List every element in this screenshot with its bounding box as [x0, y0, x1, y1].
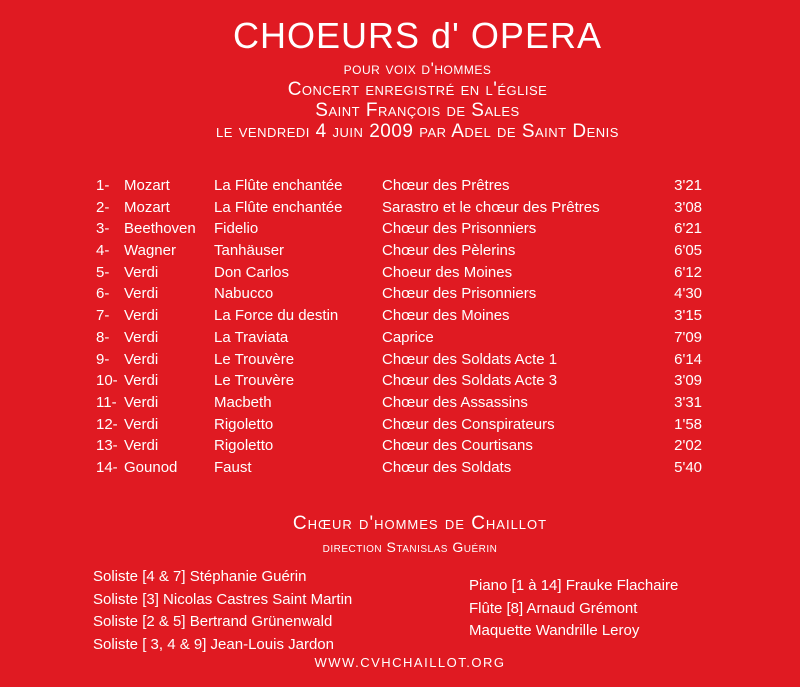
track-opera: Faust — [214, 458, 252, 476]
track-piece: Chœur des Soldats Acte 3 — [382, 372, 558, 390]
track-composer: Verdi — [124, 350, 159, 368]
track-row — [96, 414, 702, 436]
track-piece: Chœur des Prisonniers — [382, 220, 537, 238]
track-duration: 3'21 — [674, 177, 702, 194]
track-composer: Verdi — [124, 328, 159, 346]
track-duration: 3'08 — [674, 198, 702, 216]
track-row — [96, 218, 702, 240]
track-opera: La Flûte enchantée — [214, 198, 343, 216]
track-number: 10- — [96, 372, 118, 390]
track-row — [96, 283, 702, 305]
track-row — [96, 240, 702, 262]
track-duration: 1'58 — [674, 415, 702, 433]
album-title: CHOEURS d' OPERA — [233, 15, 602, 56]
track-row — [96, 327, 702, 349]
track-composer: Mozart — [124, 198, 170, 216]
track-duration: 2'02 — [674, 437, 702, 455]
track-composer: Verdi — [124, 437, 159, 455]
track-duration: 6'05 — [674, 242, 702, 260]
track-row — [96, 197, 702, 219]
track-row — [96, 175, 702, 197]
track-piece: Chœur des Pèlerins — [382, 242, 516, 260]
track-composer: Gounod — [124, 458, 178, 476]
track-row — [96, 349, 702, 371]
track-piece: Chœur des Moines — [382, 307, 510, 325]
track-composer: Wagner — [124, 242, 176, 260]
track-number: 9- — [96, 350, 110, 368]
track-composer: Verdi — [124, 393, 159, 411]
track-composer: Verdi — [124, 415, 159, 433]
track-piece: Chœur des Prisonniers — [382, 285, 537, 303]
track-piece: Chœur des Courtisans — [382, 437, 533, 455]
track-opera: Le Trouvère — [214, 350, 295, 368]
credit-flute: Flûte [8] Arnaud Grémont — [469, 599, 638, 617]
track-composer: Verdi — [124, 372, 159, 390]
subtitle-date: le vendredi 4 juin 2009 par Adel de Saint Denis — [216, 121, 619, 142]
choir-credits — [0, 512, 800, 558]
track-duration: 3'09 — [674, 372, 702, 390]
track-number: 8- — [96, 328, 110, 346]
choir-name: Chœur d'hommes de Chaillot — [292, 513, 548, 534]
choir-direction: direction Stanislas Guérin — [322, 539, 498, 555]
track-number: 7- — [96, 307, 110, 325]
track-opera: Macbeth — [214, 393, 272, 411]
website-url: WWW.CVHCHAILLOT.ORG — [314, 655, 506, 670]
track-opera: La Force du destin — [214, 307, 339, 325]
track-number: 6- — [96, 285, 110, 303]
track-duration: 7'09 — [674, 328, 702, 346]
subtitle-concert: Concert enregistré en l'église — [287, 79, 548, 100]
soloist-line: Soliste [3] Nicolas Castres Saint Martin — [93, 590, 353, 608]
track-opera: Nabucco — [214, 285, 274, 303]
track-piece: Chœur des Soldats — [382, 458, 512, 476]
track-opera: Don Carlos — [214, 263, 290, 281]
credit-design: Maquette Wandrille Leroy — [469, 622, 640, 639]
subtitle-voices: pour voix d'hommes — [343, 59, 492, 78]
track-duration: 3'15 — [674, 307, 702, 325]
track-piece: Sarastro et le chœur des Prêtres — [382, 198, 600, 216]
track-duration: 4'30 — [674, 285, 702, 303]
track-number: 1- — [96, 177, 110, 194]
track-number: 14- — [96, 458, 118, 476]
soloist-line: Soliste [4 & 7] Stéphanie Guérin — [93, 568, 307, 585]
track-number: 11- — [96, 393, 117, 411]
track-row — [96, 370, 702, 392]
track-piece: Caprice — [382, 328, 434, 346]
track-row — [96, 305, 702, 327]
track-row — [96, 457, 702, 479]
soloist-line: Soliste [ 3, 4 & 9] Jean-Louis Jardon — [93, 635, 334, 653]
track-piece: Choeur des Moines — [382, 263, 513, 281]
other-credits — [469, 575, 678, 643]
soloist-line: Soliste [2 & 5] Bertrand Grünenwald — [93, 613, 333, 630]
track-duration: 6'12 — [674, 263, 702, 281]
track-row — [96, 392, 702, 414]
track-composer: Mozart — [124, 177, 170, 194]
track-duration: 3'31 — [674, 393, 702, 411]
track-duration: 5'40 — [674, 458, 702, 476]
track-composer: Verdi — [124, 263, 159, 281]
track-number: 5- — [96, 263, 110, 281]
track-composer: Verdi — [124, 285, 159, 303]
track-row — [96, 435, 702, 457]
track-piece: Chœur des Assassins — [382, 393, 528, 411]
track-opera: Rigoletto — [214, 437, 274, 455]
track-piece: Chœur des Soldats Acte 1 — [382, 350, 558, 368]
track-opera: La Traviata — [214, 328, 289, 346]
track-list — [96, 175, 702, 479]
track-composer: Verdi — [124, 307, 159, 325]
track-composer: Beethoven — [124, 220, 196, 238]
track-duration: 6'14 — [674, 350, 702, 368]
track-opera: Fidelio — [214, 220, 259, 238]
subtitle-church: Saint François de Sales — [315, 100, 520, 121]
header — [0, 14, 800, 142]
track-number: 4- — [96, 242, 110, 260]
track-duration: 6'21 — [674, 220, 702, 238]
track-piece: Chœur des Prêtres — [382, 177, 510, 194]
track-opera: Tanhäuser — [214, 242, 285, 260]
track-number: 12- — [96, 415, 118, 433]
track-opera: Rigoletto — [214, 415, 274, 433]
credit-piano: Piano [1 à 14] Frauke Flachaire — [469, 577, 679, 594]
track-opera: Le Trouvère — [214, 372, 295, 390]
track-row — [96, 262, 702, 284]
track-number: 3- — [96, 220, 110, 238]
track-opera: La Flûte enchantée — [214, 177, 343, 194]
track-number: 13- — [96, 437, 118, 455]
track-piece: Chœur des Conspirateurs — [382, 415, 555, 433]
track-number: 2- — [96, 198, 110, 216]
soloists-list — [93, 566, 352, 656]
